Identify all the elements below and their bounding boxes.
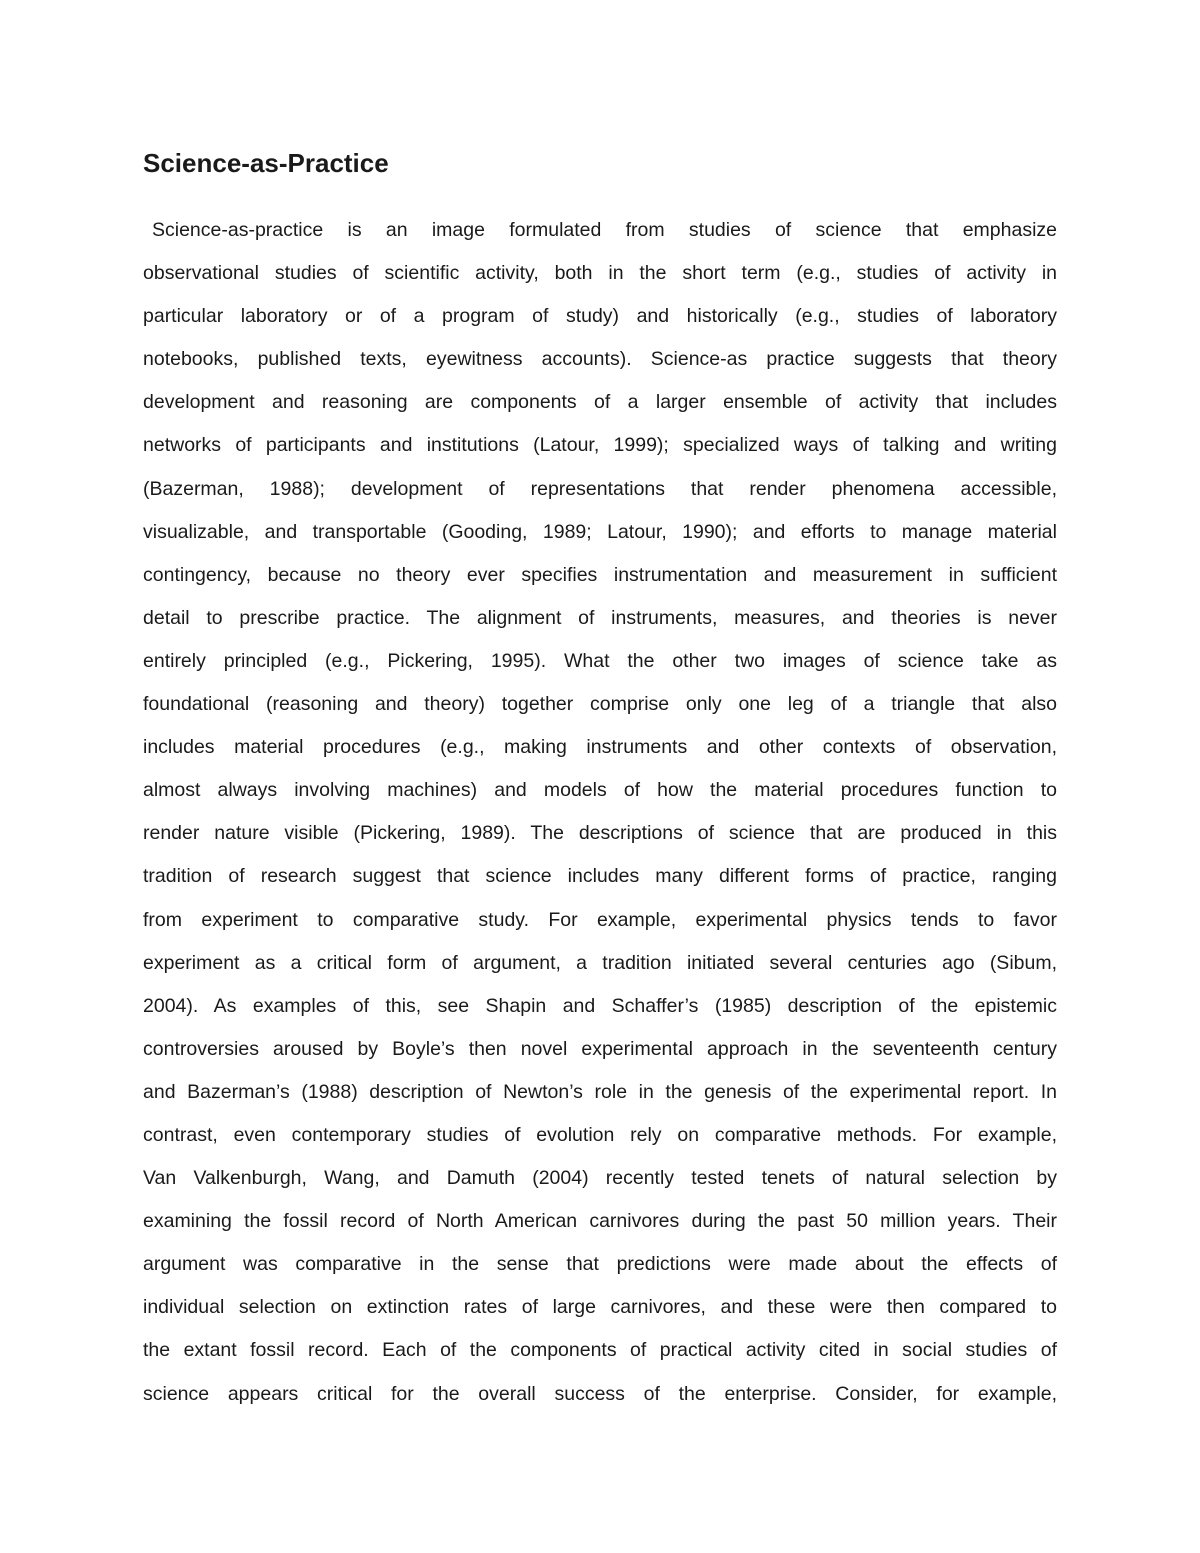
paragraph-line: controversies aroused by Boyle’s then novel experimental approach in the seventeenth century <box>143 1037 1057 1060</box>
paragraph-line: individual selection on extinction rates of large carnivores, and these were then compared to <box>143 1296 1057 1319</box>
section-heading: Science-as-Practice <box>143 148 389 178</box>
paragraph-line: science appears critical for the overall success of the enterprise. Consider, for example, <box>143 1382 1057 1405</box>
paragraph-line: Science-as-practice is an image formulated from studies of science that emphasize <box>152 219 1057 241</box>
paragraph-line: experiment as a critical form of argument, a tradition initiated several centuries ago (Sibum, <box>143 951 1057 974</box>
paragraph-line: and Bazerman’s (1988) description of Newton’s role in the genesis of the experimental report. In <box>143 1080 1057 1103</box>
paragraph-line: the extant fossil record. Each of the components of practical activity cited in social studies of <box>143 1339 1057 1362</box>
paragraph-line: Van Valkenburgh, Wang, and Damuth (2004) recently tested tenets of natural selection by <box>143 1167 1057 1190</box>
paragraph-line: almost always involving machines) and models of how the material procedures function to <box>143 779 1057 802</box>
paragraph-line: networks of participants and institutions (Latour, 1999); specialized ways of talking and writing <box>143 434 1057 457</box>
paragraph-line: 2004). As examples of this, see Shapin and Schaffer’s (1985) description of the epistemic <box>143 994 1057 1017</box>
paragraph-line: detail to prescribe practice. The alignment of instruments, measures, and theories is never <box>143 606 1057 629</box>
paragraph-line: foundational (reasoning and theory) together comprise only one leg of a triangle that also <box>143 693 1057 716</box>
paragraph-line: includes material procedures (e.g., making instruments and other contexts of observation, <box>143 736 1057 759</box>
paragraph-line: contrast, even contemporary studies of evolution rely on comparative methods. For example, <box>143 1123 1057 1146</box>
paragraph-line: (Bazerman, 1988); development of representations that render phenomena accessible, <box>143 477 1057 500</box>
paragraph-line: notebooks, published texts, eyewitness accounts). Science-as practice suggests that theory <box>143 348 1057 371</box>
paragraph-line: from experiment to comparative study. For example, experimental physics tends to favor <box>143 908 1057 931</box>
body-paragraph <box>143 209 1057 1416</box>
paragraph-line: render nature visible (Pickering, 1989). The descriptions of science that are produced in this <box>143 822 1057 845</box>
paragraph-line: entirely principled (e.g., Pickering, 1995). What the other two images of science take as <box>143 649 1057 672</box>
paragraph-line: development and reasoning are components of a larger ensemble of activity that includes <box>143 391 1057 414</box>
paragraph-line: contingency, because no theory ever specifies instrumentation and measurement in sufficient <box>143 563 1057 586</box>
paragraph-line: observational studies of scientific activity, both in the short term (e.g., studies of activity in <box>143 262 1057 285</box>
paragraph-line: argument was comparative in the sense that predictions were made about the effects of <box>143 1253 1057 1276</box>
paragraph-line: examining the fossil record of North American carnivores during the past 50 million years. Their <box>143 1210 1057 1233</box>
paragraph-line: tradition of research suggest that science includes many different forms of practice, ranging <box>143 865 1057 888</box>
paragraph-line: particular laboratory or of a program of study) and historically (e.g., studies of laboratory <box>143 305 1057 328</box>
paragraph-line: visualizable, and transportable (Gooding, 1989; Latour, 1990); and efforts to manage material <box>143 520 1057 543</box>
